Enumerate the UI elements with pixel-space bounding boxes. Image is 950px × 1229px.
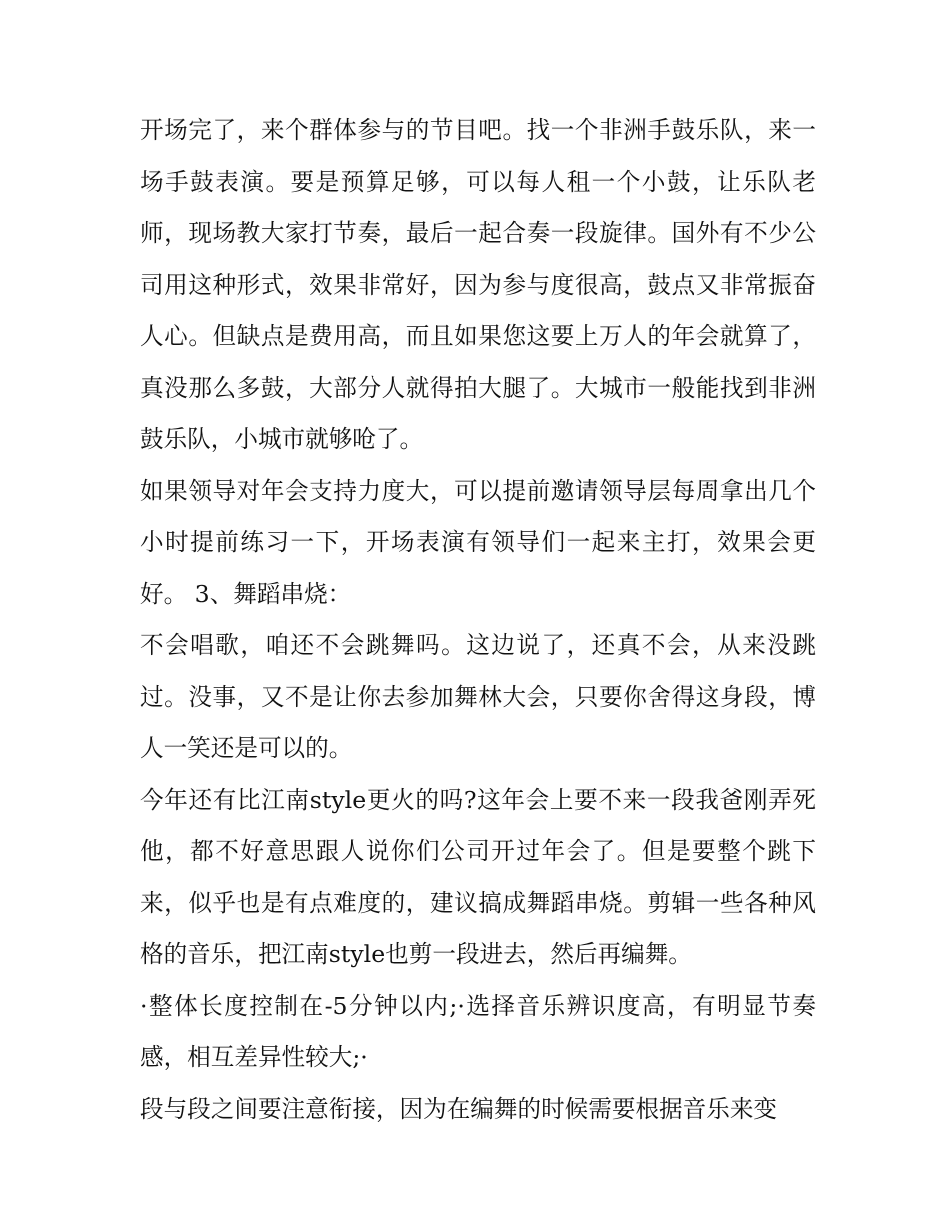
paragraph-gangnam-style: 今年还有比江南style更火的吗?这年会上要不来一段我爸刚弄死他，都不好意思跟人说你们公司开过年会了。但是要整个跳下来，似乎也是有点难度的，建议搞成舞蹈串烧。剪辑一些各种风格的音乐，把江南style也剪一段进去，然后再编舞。 bbox=[140, 785, 816, 968]
paragraph-leader-practice: 如果领导对年会支持力度大，可以提前邀请领导层每周拿出几个小时提前练习一下，开场表演有领导们一起来主打，效果会更好。 3、舞蹈串烧： bbox=[140, 476, 816, 608]
paragraph-african-drum: 开场完了，来个群体参与的节目吧。找一个非洲手鼓乐队，来一场手鼓表演。要是预算足够，可以每人租一个小鼓，让乐队老师，现场教大家打节奏，最后一起合奏一段旋律。国外有不少公司用这种形式，效果非常好，因为参与度很高，鼓点又非常振奋人心。但缺点是费用高，而且如果您这要上万人的年会就算了，真没那么多鼓，大部分人就得拍大腿了。大城市一般能找到非洲鼓乐队，小城市就够呛了。 bbox=[140, 116, 816, 453]
document-body bbox=[140, 105, 816, 1135]
paragraph-dance-intro: 不会唱歌，咱还不会跳舞吗。这边说了，还真不会，从来没跳过。没事，又不是让你去参加舞林大会，只要你舍得这身段，博人一笑还是可以的。 bbox=[140, 631, 816, 762]
paragraph-tips-list: ·整体长度控制在-5分钟以内;·选择音乐辨识度高，有明显节奏感，相互差异性较大;· bbox=[140, 991, 816, 1071]
paragraph-transition: 段与段之间要注意衔接，因为在编舞的时候需要根据音乐来变 bbox=[140, 1094, 778, 1123]
